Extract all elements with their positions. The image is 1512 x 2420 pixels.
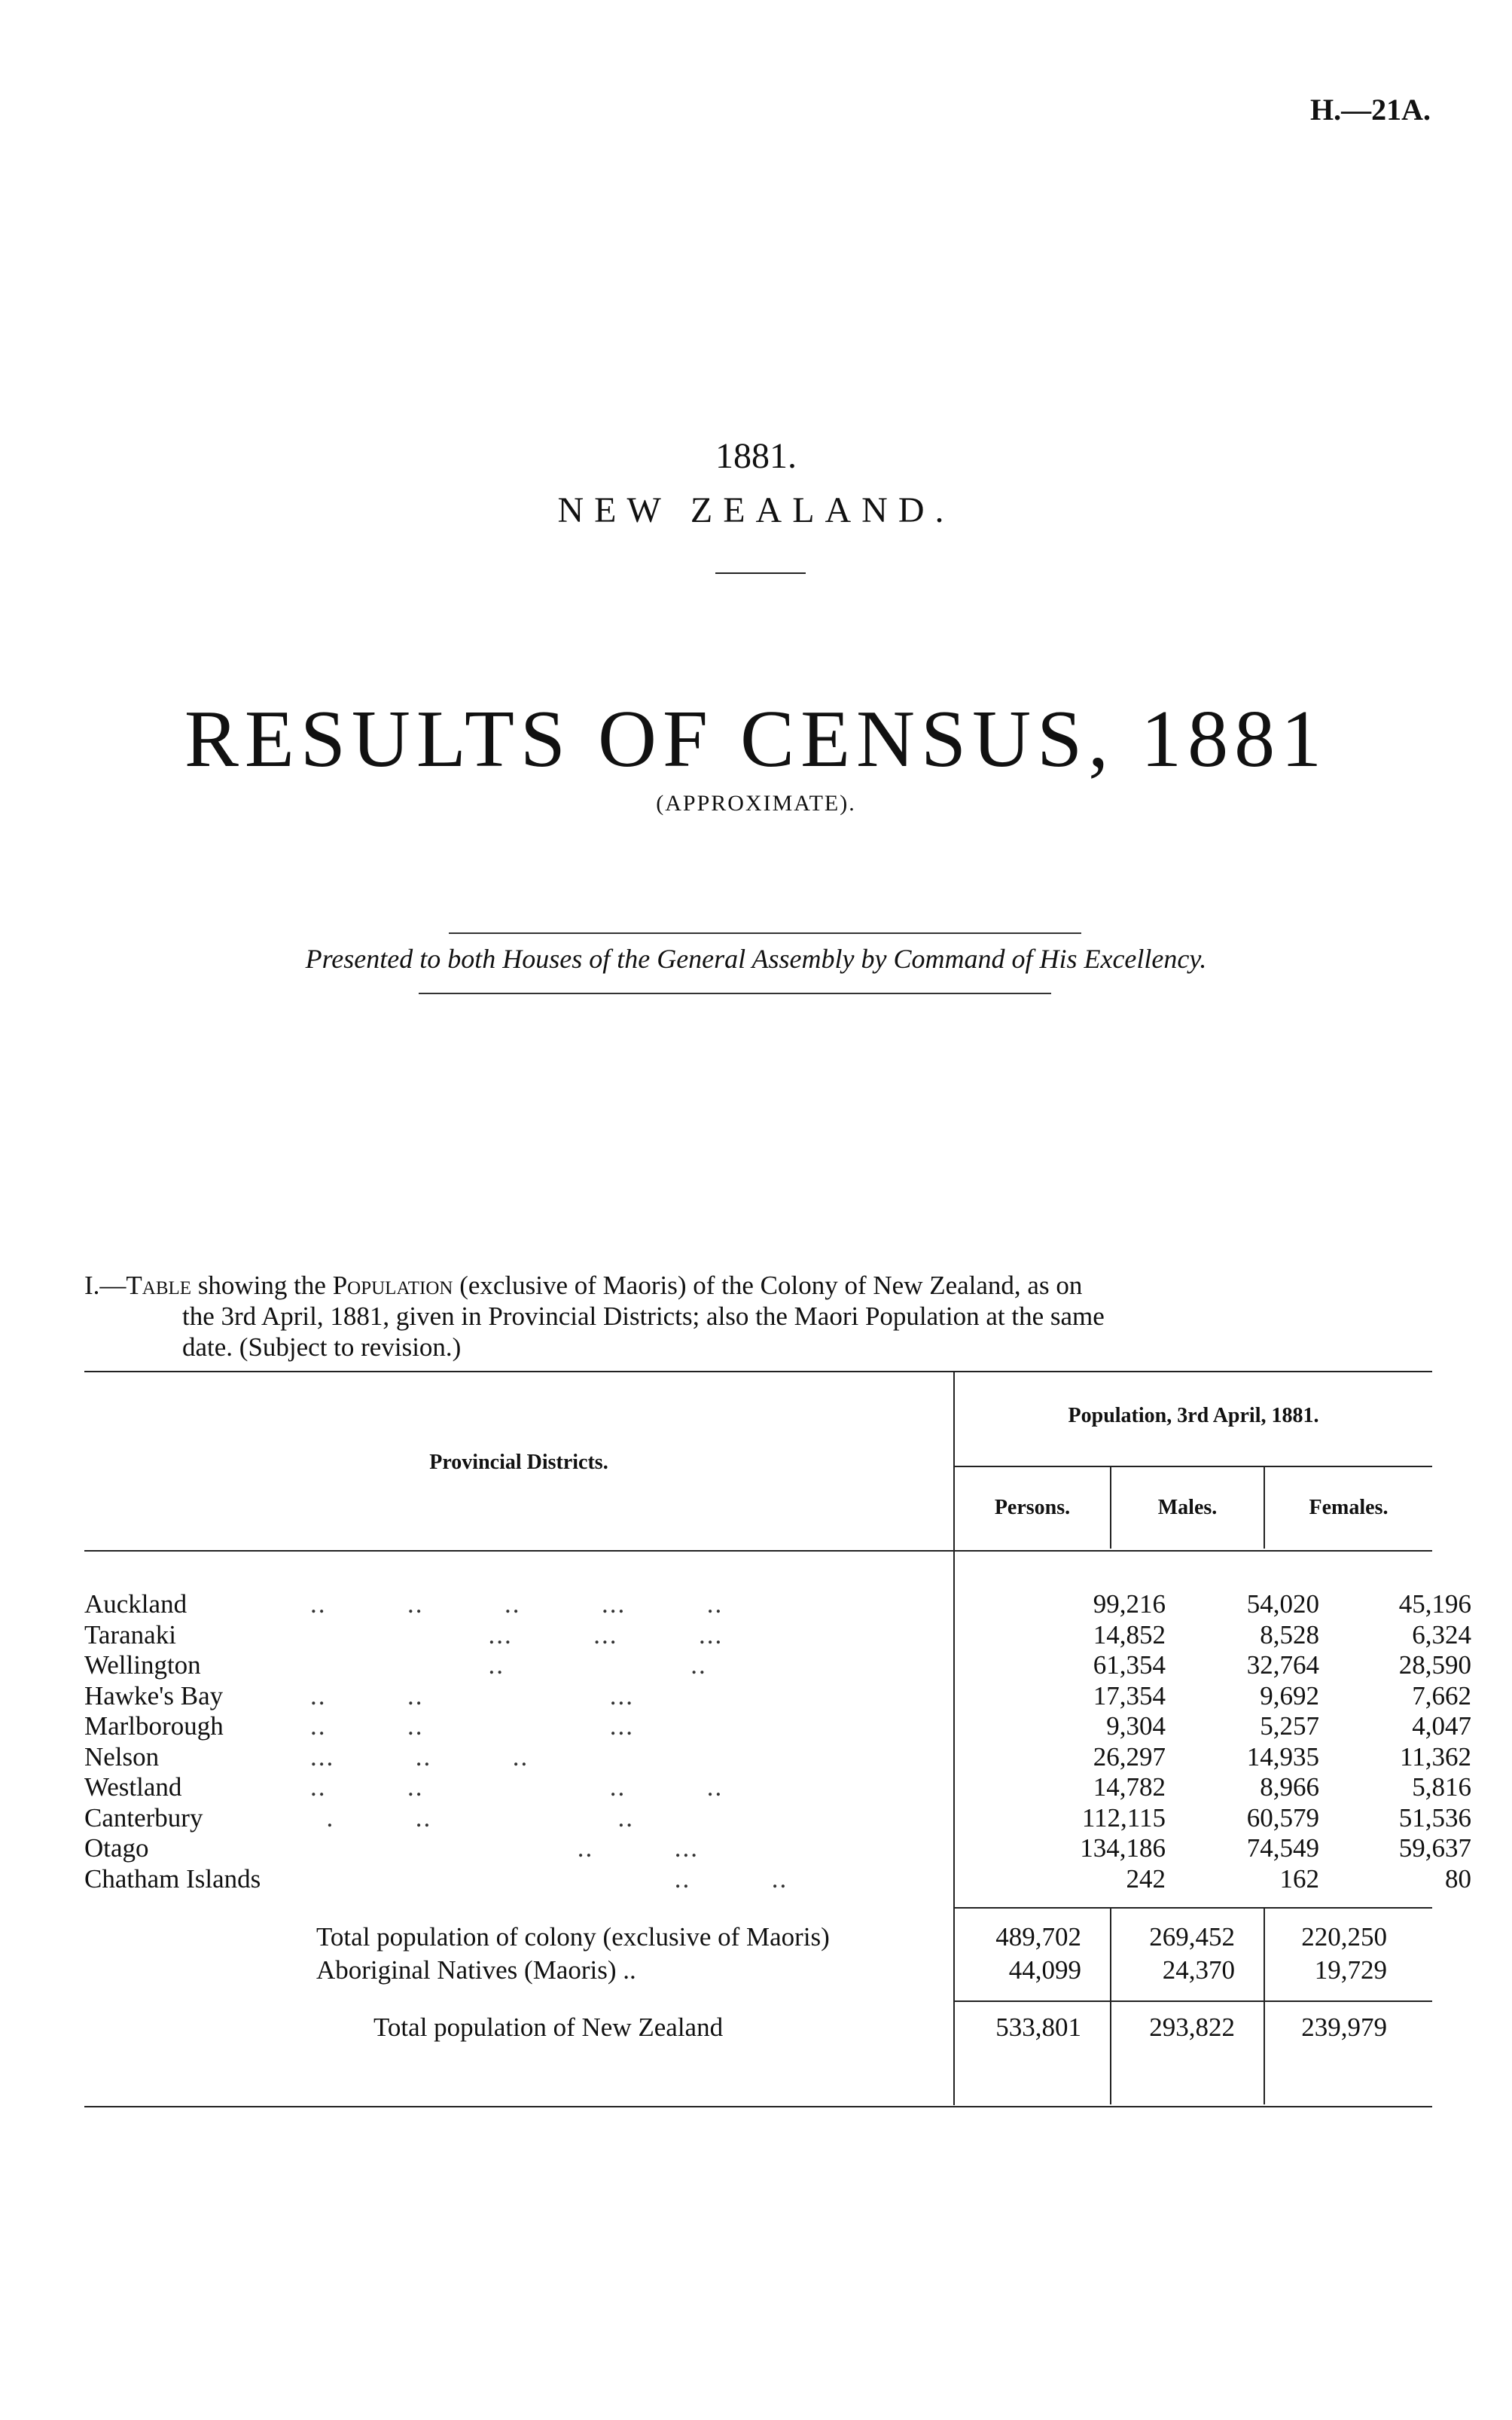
district-name: Nelson bbox=[84, 1741, 160, 1772]
caption-population-word: Population bbox=[332, 1271, 453, 1300]
grand-total-rule bbox=[953, 2000, 1432, 2002]
column-header-persons: Persons. bbox=[994, 1496, 1071, 1519]
males-value: 8,966 bbox=[1260, 1772, 1319, 1802]
maori-label: Aboriginal Natives (Maoris) .. bbox=[316, 1955, 636, 1985]
grand-total-label: Total population of New Zealand bbox=[373, 2013, 724, 2042]
page-title: RESULTS OF CENSUS, 1881 bbox=[184, 694, 1328, 784]
caption-table-word: Table bbox=[126, 1271, 192, 1300]
persons-value: 61,354 bbox=[1093, 1650, 1166, 1680]
persons-value: 26,297 bbox=[1093, 1741, 1166, 1772]
column-header-population: Population, 3rd April, 1881. bbox=[1068, 1404, 1319, 1427]
caption-lead: I.— bbox=[84, 1271, 127, 1300]
table-row bbox=[84, 1619, 1471, 1650]
persons-value: 17,354 bbox=[1093, 1680, 1166, 1710]
males-value: 162 bbox=[1279, 1863, 1319, 1894]
country-heading: NEW ZEALAND. bbox=[557, 490, 955, 530]
leader-dots: ... ... ... bbox=[310, 1619, 724, 1649]
district-name: Hawke's Bay bbox=[84, 1680, 224, 1710]
females-value: 45,196 bbox=[1398, 1589, 1471, 1619]
column-header-districts: Provincial Districts. bbox=[429, 1451, 608, 1474]
persons-value: 14,852 bbox=[1093, 1619, 1166, 1649]
females-value: 5,816 bbox=[1412, 1772, 1471, 1802]
subtotal-rule bbox=[953, 1907, 1432, 1909]
district-name: Chatham Islands bbox=[84, 1863, 261, 1894]
presented-note: Presented to both Houses of the General Assembly by Command of His Excellency. bbox=[305, 944, 1207, 974]
caption-part2: (exclusive of Maoris) of the Colony of New Zealand, as on bbox=[453, 1271, 1083, 1300]
table-row bbox=[84, 1833, 1471, 1863]
persons-value: 134,186 bbox=[1080, 1833, 1166, 1863]
divider bbox=[419, 993, 1051, 994]
district-name: Westland bbox=[84, 1772, 182, 1802]
table-row bbox=[84, 1589, 1471, 1619]
males-value: 14,935 bbox=[1246, 1741, 1319, 1772]
table-row bbox=[84, 1802, 1471, 1833]
leader-dots: .. .. ... bbox=[310, 1711, 634, 1741]
grand-total-females: 239,979 bbox=[1301, 2013, 1387, 2042]
subtotal-label: Total population of colony (exclusive of Maoris) bbox=[316, 1922, 830, 1952]
page-subtitle: (APPROXIMATE). bbox=[656, 791, 856, 816]
table-top-rule bbox=[84, 1371, 1432, 1372]
persons-value: 99,216 bbox=[1093, 1589, 1166, 1619]
district-name: Otago bbox=[84, 1833, 149, 1863]
leader-dots: .. ... bbox=[310, 1833, 699, 1863]
females-value: 59,637 bbox=[1398, 1833, 1471, 1863]
males-value: 9,692 bbox=[1260, 1680, 1319, 1710]
subtotal-females: 220,250 bbox=[1301, 1922, 1387, 1952]
males-value: 32,764 bbox=[1246, 1650, 1319, 1680]
leader-dots: .. .. .. .. bbox=[310, 1772, 724, 1802]
males-value: 60,579 bbox=[1246, 1802, 1319, 1833]
females-value: 80 bbox=[1445, 1863, 1471, 1894]
divider bbox=[715, 572, 806, 574]
table-bottom-rule bbox=[84, 2106, 1432, 2107]
leader-dots: .. .. .. ... .. bbox=[310, 1589, 724, 1619]
females-value: 28,590 bbox=[1398, 1650, 1471, 1680]
males-value: 74,549 bbox=[1246, 1833, 1319, 1863]
females-value: 51,536 bbox=[1398, 1802, 1471, 1833]
divider bbox=[449, 932, 1081, 934]
table-row bbox=[84, 1711, 1471, 1741]
persons-value: 14,782 bbox=[1093, 1772, 1166, 1802]
caption-part1: showing the bbox=[191, 1271, 333, 1300]
females-value: 6,324 bbox=[1412, 1619, 1471, 1649]
leader-dots: .. .. bbox=[310, 1863, 788, 1894]
caption-line3: date. (Subject to revision.) bbox=[182, 1332, 462, 1362]
column-header-females: Females. bbox=[1309, 1496, 1389, 1519]
document-reference: H.—21A. bbox=[1310, 93, 1431, 127]
district-name: Taranaki bbox=[84, 1619, 176, 1649]
leader-dots: .. .. bbox=[310, 1650, 707, 1680]
females-value: 11,362 bbox=[1400, 1741, 1471, 1772]
district-name: Auckland bbox=[84, 1589, 187, 1619]
males-value: 54,020 bbox=[1246, 1589, 1319, 1619]
caption-line2: the 3rd April, 1881, given in Provincial Districts; also the Maori Population at the same bbox=[182, 1302, 1105, 1331]
grand-total-males: 293,822 bbox=[1149, 2013, 1235, 2042]
males-value: 5,257 bbox=[1260, 1711, 1319, 1741]
maori-males: 24,370 bbox=[1162, 1955, 1235, 1985]
grand-total-persons: 533,801 bbox=[995, 2013, 1081, 2042]
females-value: 7,662 bbox=[1412, 1680, 1471, 1710]
district-name: Marlborough bbox=[84, 1711, 224, 1741]
persons-value: 242 bbox=[1126, 1863, 1166, 1894]
table-row bbox=[84, 1772, 1471, 1802]
table-row bbox=[84, 1741, 1471, 1772]
persons-value: 9,304 bbox=[1106, 1711, 1166, 1741]
table-row bbox=[84, 1650, 1471, 1680]
leader-dots: ... .. .. bbox=[310, 1741, 529, 1772]
subtotal-persons: 489,702 bbox=[995, 1922, 1081, 1952]
table-header-rule bbox=[953, 1466, 1432, 1467]
document-year: 1881. bbox=[715, 436, 797, 476]
column-header-males: Males. bbox=[1157, 1496, 1218, 1519]
leader-dots: . .. .. bbox=[310, 1802, 634, 1833]
table-header-bottom-rule bbox=[84, 1550, 1432, 1552]
males-value: 8,528 bbox=[1260, 1619, 1319, 1649]
table-row bbox=[84, 1680, 1471, 1711]
maori-persons: 44,099 bbox=[1008, 1955, 1081, 1985]
females-value: 4,047 bbox=[1412, 1711, 1471, 1741]
table-row bbox=[84, 1863, 1471, 1894]
maori-females: 19,729 bbox=[1314, 1955, 1387, 1985]
district-name: Wellington bbox=[84, 1650, 201, 1680]
leader-dots: .. .. ... bbox=[310, 1680, 634, 1710]
persons-value: 112,115 bbox=[1081, 1802, 1166, 1833]
subtotal-males: 269,452 bbox=[1149, 1922, 1235, 1952]
district-name: Canterbury bbox=[84, 1802, 203, 1833]
table-caption bbox=[84, 1270, 1432, 1363]
